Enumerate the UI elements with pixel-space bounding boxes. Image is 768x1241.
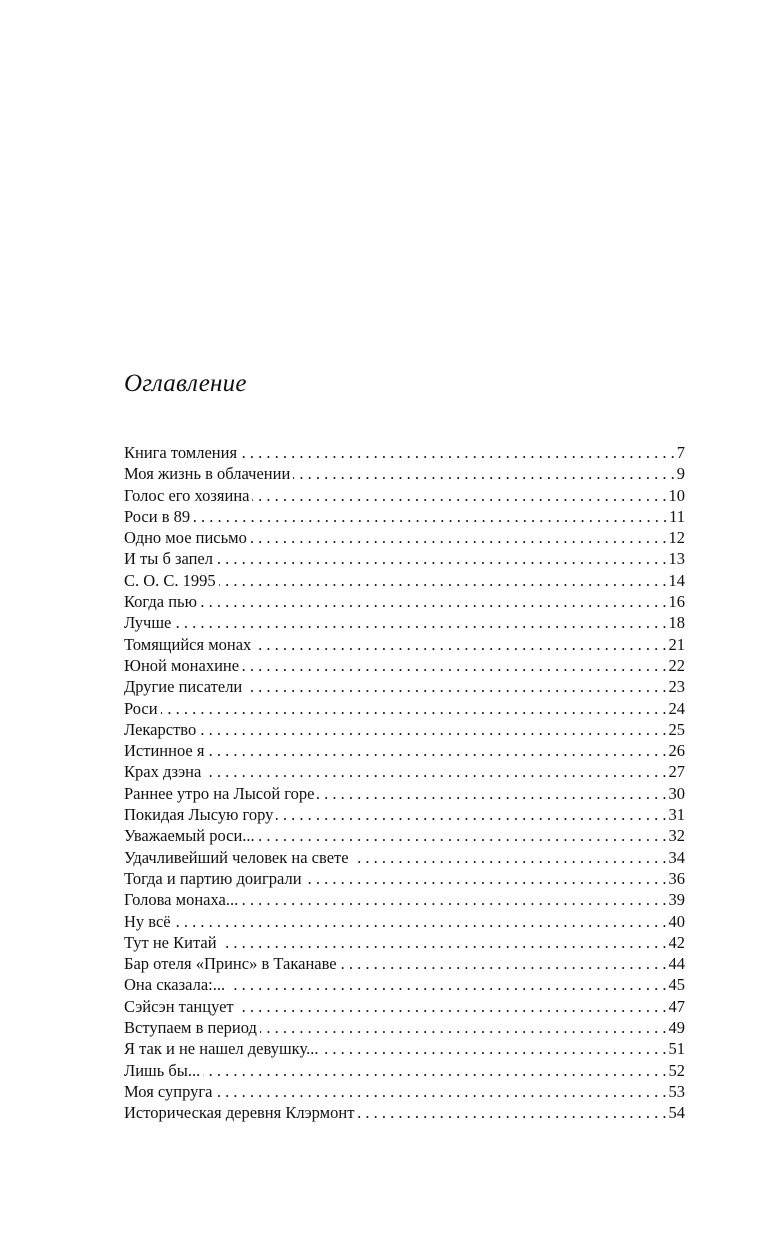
toc-entry-title: И ты б запел — [124, 549, 213, 569]
toc-entry — [124, 1081, 685, 1102]
dot-leader — [258, 825, 667, 846]
toc-entry-page-number: 7 — [676, 443, 685, 462]
toc-entry-title: Книга томления — [124, 443, 238, 462]
toc-entry — [124, 655, 685, 676]
toc-entry-page-number: 14 — [668, 570, 685, 590]
toc-entry-page-number: 25 — [668, 719, 685, 739]
toc-entry-title: Раннее утро на Лысой горе — [124, 783, 315, 803]
toc-entry-page-number: 9 — [676, 464, 685, 484]
toc-entry — [124, 1038, 685, 1059]
toc-entry-title: Юной монахине — [124, 655, 240, 675]
toc-entry — [124, 676, 685, 697]
toc-entry-title: Вступаем в период — [124, 1018, 257, 1038]
toc-entry-title: Другие писатели — [124, 677, 243, 697]
toc-entry-page-number: 53 — [668, 1081, 685, 1101]
dot-leader — [357, 1102, 666, 1123]
dot-leader — [237, 996, 667, 1017]
toc-entry-page-number: 23 — [668, 677, 685, 697]
toc-entry — [124, 463, 685, 484]
dot-leader — [161, 698, 667, 719]
toc-entry-title: Тогда и партию доиграли — [124, 868, 302, 888]
toc-entry-title: Сэйсэн танцует — [124, 996, 234, 1016]
toc-entry — [124, 634, 685, 655]
dot-leader — [193, 506, 667, 527]
toc-entry-title: Когда пью — [124, 592, 197, 612]
dot-leader — [215, 1081, 666, 1102]
dot-leader — [260, 1017, 667, 1038]
toc-entry-title: Ну всё — [124, 911, 171, 931]
toc-entry-page-number: 54 — [668, 1103, 685, 1123]
toc-entry-page-number: 26 — [668, 741, 685, 761]
toc-entry-title: Истинное я — [124, 741, 205, 761]
toc-entry-page-number: 13 — [668, 549, 685, 569]
dot-leader — [254, 634, 666, 655]
toc-entry-page-number: 52 — [668, 1060, 685, 1080]
toc-entry-title: Лучше — [124, 613, 172, 633]
dot-leader — [240, 442, 675, 463]
toc-entry-page-number: 31 — [668, 805, 685, 825]
toc-entry-title: Моя супруга — [124, 1081, 213, 1101]
toc-entry-page-number: 40 — [668, 911, 685, 931]
toc-entry-title: Лишь бы... — [124, 1060, 201, 1080]
toc-entry-title: Роси в 89 — [124, 506, 191, 526]
toc-entry-title: Я так и не нашел девушку... — [124, 1039, 319, 1059]
toc-entry-title: Уважаемый роси... — [124, 826, 255, 846]
dot-leader — [204, 761, 666, 782]
toc-entry-page-number: 12 — [668, 528, 685, 548]
toc-entry-page-number: 44 — [668, 954, 685, 974]
dot-leader — [199, 719, 666, 740]
toc-entry — [124, 783, 685, 804]
toc-entry-title: Роси — [124, 698, 158, 718]
dot-leader — [317, 783, 666, 804]
toc-entry — [124, 698, 685, 719]
toc-entry-title: Покидая Лысую гору — [124, 805, 274, 825]
toc-entry-title: Одно мое письмо — [124, 528, 247, 548]
dot-leader — [207, 740, 666, 761]
toc-entry — [124, 1060, 685, 1081]
toc-entry-page-number: 22 — [668, 655, 685, 675]
dot-leader — [241, 889, 666, 910]
toc-entry-page-number: 24 — [668, 698, 685, 718]
toc-entry — [124, 1017, 685, 1038]
dot-leader — [245, 676, 666, 697]
toc-entry-title: Она сказала:... — [124, 975, 226, 995]
toc-entry-title: Бар отеля «Принс» в Таканаве — [124, 954, 337, 974]
toc-entry-title: Томящийся монах — [124, 634, 252, 654]
toc-entry — [124, 740, 685, 761]
toc-entry-title: Тут не Китай — [124, 932, 217, 952]
toc-entry — [124, 548, 685, 569]
toc-entry-page-number: 32 — [668, 826, 685, 846]
toc-entry-page-number: 51 — [668, 1039, 685, 1059]
dot-leader — [250, 527, 667, 548]
toc-entry-title: Историческая деревня Клэрмонт — [124, 1103, 355, 1123]
toc-entry — [124, 570, 685, 591]
toc-entry-title: С. О. С. 1995 — [124, 570, 216, 590]
toc-entry — [124, 996, 685, 1017]
toc-entry-page-number: 27 — [668, 762, 685, 782]
table-of-contents — [124, 442, 685, 1124]
toc-entry — [124, 719, 685, 740]
toc-entry-title: Моя жизнь в облачении — [124, 464, 291, 484]
dot-leader — [174, 911, 667, 932]
toc-entry-title: Лекарство — [124, 719, 197, 739]
dot-leader — [242, 655, 666, 676]
toc-entry-page-number: 10 — [668, 485, 685, 505]
toc-entry — [124, 527, 685, 548]
toc-entry — [124, 761, 685, 782]
toc-entry-page-number: 16 — [668, 592, 685, 612]
dot-leader — [203, 1060, 666, 1081]
toc-entry-page-number: 42 — [668, 932, 685, 952]
toc-entry-page-number: 34 — [668, 847, 685, 867]
dot-leader — [200, 591, 667, 612]
dot-leader — [228, 974, 666, 995]
toc-entry — [124, 506, 685, 527]
toc-entry — [124, 974, 685, 995]
toc-entry-title: Голова монаха... — [124, 890, 239, 910]
toc-entry — [124, 612, 685, 633]
toc-entry — [124, 953, 685, 974]
toc-entry — [124, 1102, 685, 1123]
toc-entry — [124, 868, 685, 889]
dot-leader — [293, 463, 674, 484]
toc-entry-page-number: 47 — [668, 996, 685, 1016]
toc-entry-title: Голос его хозяина — [124, 485, 250, 505]
dot-leader — [352, 847, 667, 868]
toc-entry — [124, 889, 685, 910]
toc-entry-title: Крах дзэна — [124, 762, 202, 782]
dot-leader — [252, 485, 666, 506]
toc-entry-page-number: 49 — [668, 1018, 685, 1038]
toc-entry-page-number: 18 — [668, 613, 685, 633]
toc-entry — [124, 591, 685, 612]
toc-entry-page-number: 11 — [669, 506, 685, 526]
toc-entry-title: Удачливейший человек на свете — [124, 847, 349, 867]
toc-entry — [124, 485, 685, 506]
dot-leader — [219, 570, 667, 591]
page-title: Оглавление — [124, 370, 247, 397]
dot-leader — [340, 953, 667, 974]
dot-leader — [174, 612, 666, 633]
dot-leader — [321, 1038, 666, 1059]
toc-entry-page-number: 39 — [668, 890, 685, 910]
toc-entry-page-number: 36 — [668, 868, 685, 888]
toc-entry-page-number: 30 — [668, 783, 685, 803]
toc-entry — [124, 932, 685, 953]
dot-leader — [216, 548, 667, 569]
dot-leader — [305, 868, 667, 889]
toc-entry-page-number: 21 — [668, 634, 685, 654]
dot-leader — [220, 932, 667, 953]
toc-entry-page-number: 45 — [668, 975, 685, 995]
toc-entry — [124, 804, 685, 825]
dot-leader — [276, 804, 666, 825]
toc-entry — [124, 442, 685, 463]
toc-entry — [124, 911, 685, 932]
toc-entry — [124, 847, 685, 868]
toc-entry — [124, 825, 685, 846]
